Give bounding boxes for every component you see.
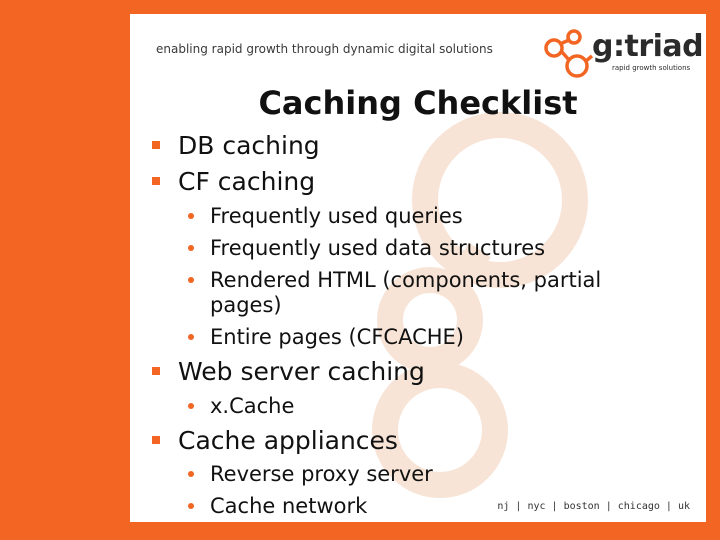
top-accent-strip xyxy=(130,0,720,14)
footer-locations: nj | nyc | boston | chicago | uk xyxy=(497,501,690,512)
subbullet-label: pages) xyxy=(210,293,282,317)
subbullet-label: Frequently used queries xyxy=(210,204,463,228)
bullet-label: DB caching xyxy=(178,131,320,160)
bullet-label: Cache appliances xyxy=(178,426,398,455)
square-bullet-icon xyxy=(152,436,160,444)
square-bullet-icon xyxy=(152,367,160,375)
bullet-label: CF caching xyxy=(178,167,316,196)
dot-bullet-icon xyxy=(188,334,194,340)
subbullet-label: Entire pages (CFCACHE) xyxy=(210,325,464,349)
dot-bullet-icon xyxy=(188,471,194,477)
logo-wordmark: g:triad xyxy=(592,29,704,64)
square-bullet-icon xyxy=(152,141,160,149)
subbullet-label: Frequently used data structures xyxy=(210,236,546,260)
dot-bullet-icon xyxy=(188,277,194,283)
right-accent-strip xyxy=(706,0,720,540)
subbullet-label: Reverse proxy server xyxy=(210,462,433,486)
square-bullet-icon xyxy=(152,177,160,185)
logo-subtext: rapid growth solutions xyxy=(612,64,691,72)
left-accent-bar xyxy=(0,0,130,540)
dot-bullet-icon xyxy=(188,213,194,219)
dot-bullet-icon xyxy=(188,503,194,509)
subbullet-label: Rendered HTML (components, partial xyxy=(210,268,602,292)
dot-bullet-icon xyxy=(188,403,194,409)
bullet-label: Web server caching xyxy=(178,357,425,386)
subbullet-label: Cache network xyxy=(210,494,368,518)
subbullet-label: x.Cache xyxy=(210,394,295,418)
slide-title: Caching Checklist xyxy=(258,84,578,122)
tagline: enabling rapid growth through dynamic digital solutions xyxy=(156,42,493,56)
dot-bullet-icon xyxy=(188,245,194,251)
bottom-accent-strip xyxy=(130,522,720,540)
